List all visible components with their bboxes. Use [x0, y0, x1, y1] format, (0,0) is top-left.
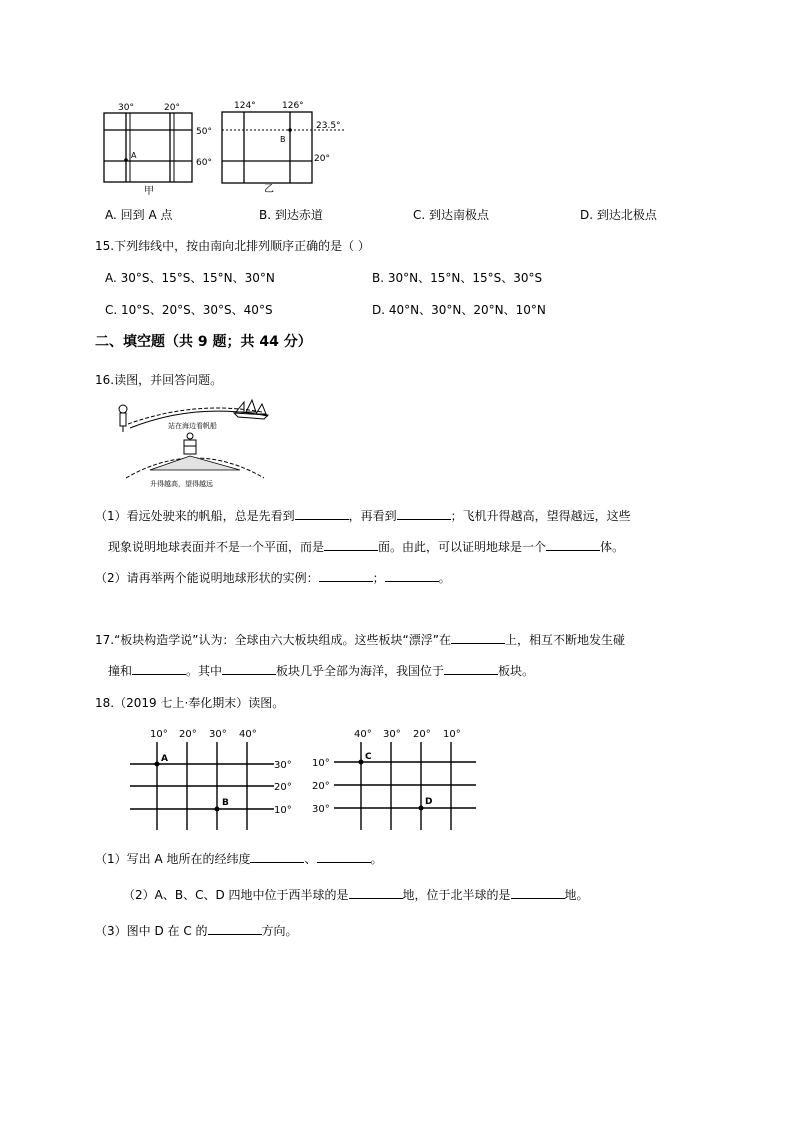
q16-p1-text-f: 体。	[600, 540, 625, 554]
section-heading: 二、填空题（共 9 题；共 44 分）	[95, 334, 312, 350]
q17-text-f: 板块。	[498, 664, 535, 678]
right-grid-lat-3: 30°	[312, 804, 330, 815]
figure-yi	[218, 98, 348, 198]
q18-p2-text-b: 地，位于北半球的是	[402, 888, 511, 902]
right-grid-point-d: D	[425, 797, 433, 807]
q18-part3	[95, 922, 298, 939]
q17-text-c: 撞和	[108, 664, 133, 678]
left-grid-lat-2: 20°	[274, 782, 292, 793]
q18-p2-text-a: （2）A、B、C、D 四地中位于西半球的是	[123, 888, 349, 902]
blank-10[interactable]	[444, 662, 498, 675]
blank-3[interactable]	[324, 538, 378, 551]
blank-15[interactable]	[208, 922, 262, 935]
right-grid-lon-1: 40°	[354, 729, 372, 740]
yi-lat-label-2: 20°	[314, 154, 330, 164]
fig16-caption-top: 站在海边看帆船	[168, 422, 217, 430]
q16-p1-text-d: 现象说明地球表面并不是一个平面，而是	[108, 540, 325, 554]
left-grid-lat-3: 10°	[274, 805, 292, 816]
q18-p3-text-a: （3）图中 D 在 C 的	[95, 924, 208, 938]
jia-lat-label-2: 60°	[196, 158, 212, 168]
right-grid-lat-1: 10°	[312, 758, 330, 769]
right-grid-lon-3: 20°	[413, 729, 431, 740]
observer-icon	[119, 405, 127, 432]
q16-p1-text-e: 面。由此，可以证明地球是一个	[378, 540, 547, 554]
right-grid-point-c: C	[365, 752, 372, 762]
yi-caption: 乙	[264, 184, 274, 195]
q16-stem: 16.读图，并回答问题。	[95, 373, 223, 387]
q16-part1-line2	[108, 538, 624, 555]
q18-p3-text-b: 方向。	[261, 924, 298, 938]
blank-5[interactable]	[319, 569, 373, 582]
q17-text-d: 。其中	[186, 664, 223, 678]
q14-option-b: B. 到达赤道	[259, 208, 323, 222]
right-grid-lon-2: 30°	[383, 729, 401, 740]
q15-stem: 15.下列纬线中，按由南向北排列顺序正确的是（ ）	[95, 239, 370, 253]
q16-p2-text-a: （2）请再举两个能说明地球形状的实例：	[95, 571, 319, 585]
q16-p2-text-b: ；	[372, 571, 385, 585]
point-a-dot	[155, 762, 160, 767]
jia-caption: 甲	[144, 186, 154, 197]
jia-lon-label-1: 30°	[118, 103, 134, 113]
left-grid-lon-2: 20°	[179, 729, 197, 740]
blank-9[interactable]	[222, 662, 276, 675]
yi-lon-label-1: 124°	[234, 101, 256, 111]
blank-14[interactable]	[511, 886, 565, 899]
q18-p2-text-c: 地。	[564, 888, 589, 902]
yi-point-label: B	[280, 135, 286, 144]
tower-icon	[184, 433, 196, 454]
point-c-dot	[359, 760, 364, 765]
q18-right-grid	[310, 724, 486, 834]
yi-lat-label-1: 23.5°	[316, 121, 341, 131]
q18-stem: 18.（2019 七上·奉化期末）读图。	[95, 696, 285, 710]
q17-text-e: 板块几乎全部为海洋，我国位于	[276, 664, 445, 678]
q18-part1	[95, 850, 383, 867]
point-b-marker	[288, 128, 292, 132]
blank-2[interactable]	[397, 507, 451, 520]
q17-text-b: 上，相互不断地发生碰	[504, 633, 625, 647]
q14-option-c: C. 到达南极点	[413, 208, 490, 222]
q18-part2	[123, 886, 589, 903]
q16-part1-line1	[95, 507, 631, 524]
blank-1[interactable]	[295, 507, 349, 520]
sailboat-icon	[234, 400, 268, 419]
blank-4[interactable]	[546, 538, 600, 551]
blank-8[interactable]	[132, 662, 186, 675]
q16-p2-text-c: 。	[438, 571, 451, 585]
right-grid-lon-4: 10°	[443, 729, 461, 740]
q18-p1-text-c: 。	[370, 852, 383, 866]
blank-6[interactable]	[385, 569, 439, 582]
q15-option-d: D. 40°N、30°N、20°N、10°N	[372, 303, 546, 317]
jia-lat-label-1: 50°	[196, 127, 212, 137]
right-grid-lat-2: 20°	[312, 781, 330, 792]
q18-left-grid	[128, 724, 304, 834]
jia-lon-label-2: 20°	[164, 103, 180, 113]
q16-p1-text-c: ；飞机升得越高，望得越远，这些	[450, 509, 631, 523]
point-b-dot	[215, 807, 220, 812]
q17-line2	[108, 662, 534, 679]
q15-option-c: C. 10°S、20°S、30°S、40°S	[105, 303, 273, 317]
left-grid-lon-3: 30°	[209, 729, 227, 740]
yi-lon-label-2: 126°	[282, 101, 304, 111]
fig16-caption-bottom: 升得越高，望得越远	[150, 480, 213, 488]
left-grid-point-a: A	[161, 754, 168, 764]
q17-text-a: 17.“板块构造学说”认为：全球由六大板块组成。这些板块“漂浮”在	[95, 633, 451, 647]
figure-jia	[100, 98, 220, 198]
left-grid-lon-1: 10°	[150, 729, 168, 740]
q15-option-b: B. 30°N、15°N、15°S、30°S	[372, 271, 543, 285]
point-d-dot	[419, 806, 424, 811]
blank-11[interactable]	[250, 850, 304, 863]
blank-12[interactable]	[317, 850, 371, 863]
q18-p1-text-b: 、	[304, 852, 317, 866]
q16-p1-text-b: ，再看到	[348, 509, 397, 523]
jia-point-label: A	[131, 151, 137, 160]
q16-part2	[95, 569, 451, 586]
figure-earth-curvature	[110, 398, 280, 490]
q14-option-a: A. 回到 A 点	[105, 208, 173, 222]
blank-13[interactable]	[349, 886, 403, 899]
point-a-marker	[124, 158, 128, 162]
q18-p1-text-a: （1）写出 A 地所在的经纬度	[95, 852, 251, 866]
q17-line1	[95, 631, 625, 648]
q15-option-a: A. 30°S、15°S、15°N、30°N	[105, 271, 275, 285]
q16-p1-text-a: （1）看远处驶来的帆船，总是先看到	[95, 509, 295, 523]
left-grid-lon-4: 40°	[239, 729, 257, 740]
q14-option-d: D. 到达北极点	[580, 208, 657, 222]
left-grid-lat-1: 30°	[274, 760, 292, 771]
left-grid-point-b: B	[222, 798, 229, 808]
blank-7[interactable]	[451, 631, 505, 644]
